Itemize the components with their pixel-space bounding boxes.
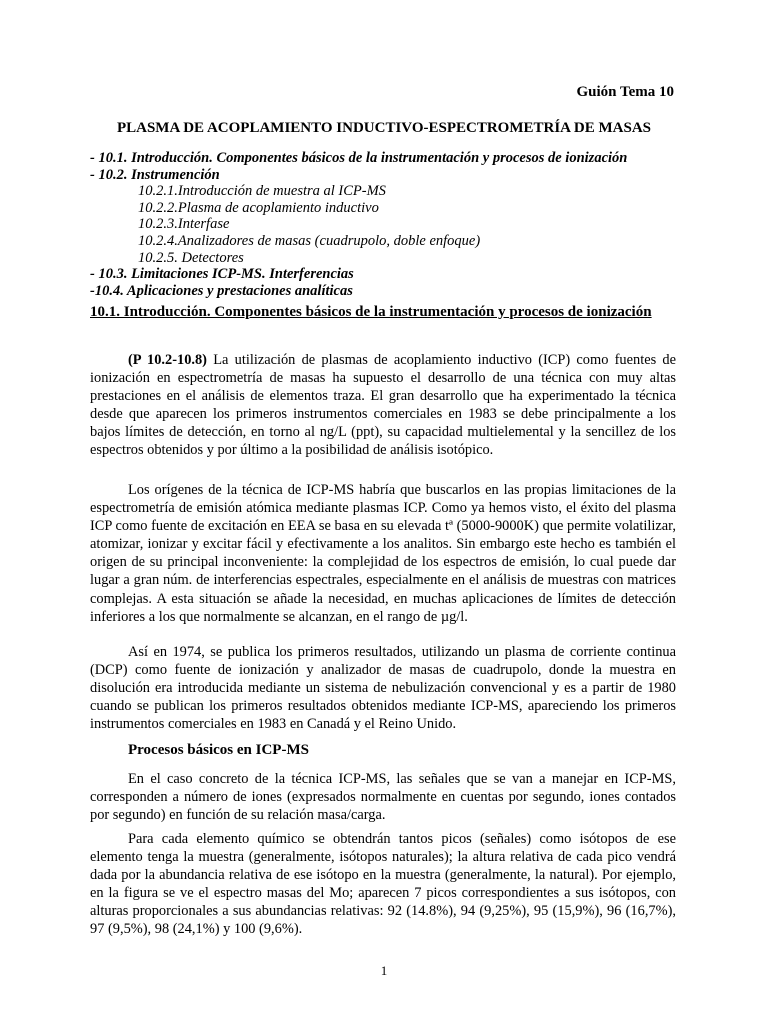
subsection-heading: Procesos básicos en ICP-MS: [128, 742, 309, 758]
toc-subitem-10-2-2: 10.2.2.Plasma de acoplamiento inductivo: [138, 199, 379, 216]
paragraph-intro: [90, 351, 676, 460]
paragraph-isotopes-text: Para cada elemento químico se obtendrán tantos picos (señales) como isótopos de ese elemento tenga la muestra (generalmente, isótopos naturales); la altura relativa de cada pico vendrá dada por la abundancia relativa de ese isótopo en la muestra (generalmente, la natural). Por ejemplo, en la figura se ve el espectro masas del Mo; aparecen 7 picos correspondientes a sus isótopos, con alturas proporcionales a sus abundancias relativas: 92 (14.8%), 94 (9,25%), 95 (15,9%), 96 (16,7%), 97 (9,5%), 98 (24,1%) y 100 (9,6%).: [90, 831, 676, 938]
paragraph-origins: [90, 481, 676, 626]
paragraph-intro-text: La utilización de plasmas de acoplamiento inductivo (ICP) como fuentes de ionización en espectrometría de masas ha supuesto el desarrollo de una técnica con muy altas prestaciones en el análisis de elementos traza. El gran desarrollo que ha experimentado la técnica desde que aparecen los primeros instrumentos comerciales en 1983 se debe principalmente a los bajos límites de detección, en torno al ng/L (ppt), su capacidad multielemental y la sencillez de los espectros obtenidos y por último a la posibilidad de análisis isotópico.: [90, 352, 676, 459]
toc-item-10-4: -10.4. Aplicaciones y prestaciones analíticas: [90, 282, 353, 299]
toc-subitem-10-2-4: 10.2.4.Analizadores de masas (cuadrupolo, doble enfoque): [138, 232, 481, 249]
section-heading: [90, 304, 676, 321]
section-heading-text: 10.1. Introducción. Componentes básicos de la instrumentación y procesos de ionización: [90, 304, 652, 320]
page-number: 1: [380, 963, 388, 978]
toc-item-10-1: - 10.1. Introducción. Componentes básicos de la instrumentación y procesos de ionización: [90, 150, 628, 166]
guide-label: Guión Tema 10: [576, 84, 674, 100]
paragraph-signals: [90, 770, 676, 824]
paragraph-history-text: Así en 1974, se publica los primeros resultados, utilizando un plasma de corriente continua (DCP) como fuente de ionización y analizador de masas de cuadrupolo, donde la muestra en disolución era introducida mediante un sistema de nebulización convencional y es a partir de 1980 cuando se publican los primeros resultados obtenidos mediante ICP-MS, apareciendo los primeros instrumentos comerciales en 1983 en Canadá y el Reino Unido.: [90, 644, 676, 733]
table-of-contents: [90, 150, 690, 299]
toc-subitem-10-2-5: 10.2.5. Detectores: [138, 249, 244, 266]
toc-item-10-2: - 10.2. Instrumención: [90, 166, 220, 183]
paragraph-origins-text: Los orígenes de la técnica de ICP-MS habría que buscarlos en las propias limitaciones de la espectrometría de emisión atómica mediante plasmas ICP. Como ya hemos visto, el éxito del plasma ICP como fuente de excitación en EEA se basa en su elevada tª (5000-9000K) que permite volatilizar, atomizar, ionizar y excitar fácil y efectivamente a los analitos. Sin embargo este hecho es también el origen de su principal inconveniente: la complejidad de los espectros de emisión, lo cual puede dar lugar a gran núm. de interferencias espectrales, especialmente en el análisis de muestras con matrices complejas. A esta situación se añade la necesidad, en muchas aplicaciones de límites de detección inferiores a los que normalmente se alcanzan, en el rango de µg/l.: [90, 482, 676, 625]
paragraph-reference: (P 10.2-10.8): [128, 352, 207, 368]
paragraph-isotopes: [90, 830, 676, 939]
document-title: PLASMA DE ACOPLAMIENTO INDUCTIVO-ESPECTROMETRÍA DE MASAS: [116, 120, 652, 136]
paragraph-history: [90, 643, 676, 733]
toc-item-10-3: - 10.3. Limitaciones ICP-MS. Interferencias: [90, 266, 354, 283]
toc-subitem-10-2-1: 10.2.1.Introducción de muestra al ICP-MS: [138, 183, 386, 200]
toc-subitem-10-2-3: 10.2.3.Interfase: [138, 216, 230, 233]
paragraph-signals-text: En el caso concreto de la técnica ICP-MS, las señales que se van a manejar en ICP-MS, corresponden a número de iones (expresados normalmente en cuentas por segundo, iones contados por segundo) en función de su relación masa/carga.: [90, 771, 676, 824]
